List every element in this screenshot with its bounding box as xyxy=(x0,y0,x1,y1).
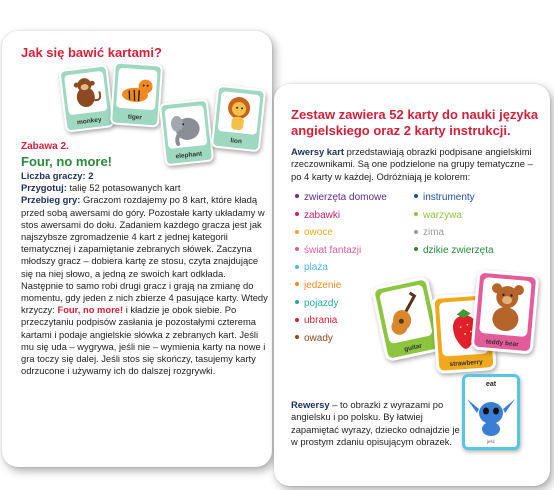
category-name: pojazdy xyxy=(304,297,339,309)
game-instructions xyxy=(21,170,269,377)
reverse-card-word: eat xyxy=(485,381,497,388)
category-item xyxy=(295,259,387,277)
card-label: tiger xyxy=(127,113,143,122)
category-name: plaża xyxy=(304,262,328,274)
category-item xyxy=(295,189,387,207)
category-item xyxy=(295,207,387,225)
awersy-label: Awersy kart xyxy=(291,146,344,157)
category-name: warzywa xyxy=(423,209,462,221)
course-text-continued: i kładzie je obok siebie. Po przeczytaniu podpisów zasłania je pozostałymi czterema kartami i podaje angielskie słówka z zebranych kart. Jeśli mu się uda – wygrywa, jeśli nie – wymienia karty na nowe i gra toczy się dalej. Jeśli stos się skończy, tasujemy karty odrzucone i używamy ich do dalszej rozgrywki. xyxy=(21,304,266,377)
category-name: owady xyxy=(304,332,333,344)
teddy-bear-icon xyxy=(479,277,532,337)
card-label: teddy bear xyxy=(485,338,519,349)
bullet-icon xyxy=(295,212,299,216)
bullet-icon xyxy=(414,247,418,251)
animal-card-monkey xyxy=(58,64,114,133)
bullet-icon xyxy=(295,194,299,198)
category-item xyxy=(414,189,494,207)
prep-text: talię 52 potasowanych kart xyxy=(69,182,181,194)
category-name: instrumenty xyxy=(423,192,475,203)
category-item xyxy=(414,242,494,260)
prep-label: Przygotuj: xyxy=(21,182,67,194)
category-name: jedzenie xyxy=(304,279,342,291)
card-heading: Zestaw zawiera 52 karty do nauki języka angielskiego oraz 2 karty instrukcji. xyxy=(291,107,539,138)
bullet-icon xyxy=(295,318,299,322)
category-item xyxy=(295,224,387,242)
bullet-icon xyxy=(414,194,418,198)
game-title: Four, no more! xyxy=(21,154,112,169)
bullet-icon xyxy=(295,335,299,339)
guitar-icon xyxy=(379,284,433,344)
category-name: zwierzęta domowe xyxy=(304,192,387,203)
category-item xyxy=(414,207,494,225)
category-item xyxy=(295,312,387,330)
tiger-icon xyxy=(116,68,158,111)
bullet-icon xyxy=(295,300,299,304)
card-label: strawberry xyxy=(449,358,483,369)
category-name: owoce xyxy=(304,227,333,239)
category-list-left xyxy=(295,189,387,347)
course-paragraph xyxy=(21,194,269,377)
monkey-icon xyxy=(64,71,108,115)
sample-card-teddy-bear xyxy=(471,269,540,354)
bullet-icon xyxy=(295,282,299,286)
reverse-card-translation: jeść xyxy=(486,439,495,444)
reverse-card-sample xyxy=(462,374,520,450)
card-label: monkey xyxy=(76,116,102,127)
instruction-card-right xyxy=(274,84,550,486)
category-item xyxy=(295,330,387,348)
bullet-icon xyxy=(414,212,418,216)
category-item xyxy=(414,224,494,242)
card-label: lion xyxy=(229,137,243,146)
alien-character-icon xyxy=(465,391,517,439)
bullet-icon xyxy=(414,230,418,234)
animal-card-lion xyxy=(211,85,266,153)
card-heading: Jak się bawić kartami? xyxy=(21,45,162,60)
shout-text: Four, no more! xyxy=(57,304,124,316)
awersy-text: przedstawiają obrazki podpisane angielskimi rzeczownikami. Są one podzielone na grupy tematyczne – po 4 karty w każdej. Odróżniają je kolorem: xyxy=(291,146,533,182)
category-name: zima xyxy=(423,227,445,239)
category-name: zabawki xyxy=(304,209,341,221)
awersy-paragraph xyxy=(291,146,543,183)
category-name: świat fantazji xyxy=(304,244,362,256)
prep-line xyxy=(21,182,269,194)
card-label: guitar xyxy=(403,342,423,354)
course-label: Przebieg gry: xyxy=(21,194,81,206)
game-number: Zabawa 2. xyxy=(21,141,69,152)
rewersy-label: Rewersy xyxy=(291,399,330,410)
elephant-icon xyxy=(164,105,207,149)
course-text: Graczom rozdajemy po 8 kart, które kładą przed sobą awersami do góry. Pozostałe karty układamy w stos awersami do dołu. Zadaniem każdego gracza jest jak najszybsze zgromadzenie 4 kart z jednej kategorii tematycznej i zapamiętanie zebranych słówek. Zaczyna młodszy gracz – dobiera kartę ze stosu, czyta znajdujące się na niej słowo, a jedną ze swoich kart odkłada. Następnie to samo robi drugi gracz i grają na zmianę do momentu, gdy jeden z nich zbierze 4 pasujące karty. Wtedy krzyczy: xyxy=(21,194,268,316)
animal-card-tiger xyxy=(110,61,163,127)
players-line xyxy=(21,170,269,182)
card-label: elephant xyxy=(175,150,203,161)
rewersy-paragraph xyxy=(291,399,466,448)
bullet-icon xyxy=(295,247,299,251)
category-item xyxy=(295,242,387,260)
instruction-card-left xyxy=(2,31,272,467)
bullet-icon xyxy=(295,230,299,234)
players-value: 2 xyxy=(88,170,94,181)
players-label: Liczba graczy: xyxy=(21,170,86,181)
animal-card-elephant xyxy=(159,99,214,167)
bullet-icon xyxy=(295,265,299,269)
category-name: dzikie zwierzęta xyxy=(423,244,494,256)
lion-icon xyxy=(218,91,261,135)
rewersy-text: – to obrazki z wyrazami po angielsku i po polsku. By łatwiej zapamiętać wyrazy, dziecko odnajdzie je w prostym zdaniu opisującym obrazek. xyxy=(291,399,460,447)
category-name: ubrania xyxy=(304,315,338,327)
category-list-right xyxy=(414,189,494,259)
